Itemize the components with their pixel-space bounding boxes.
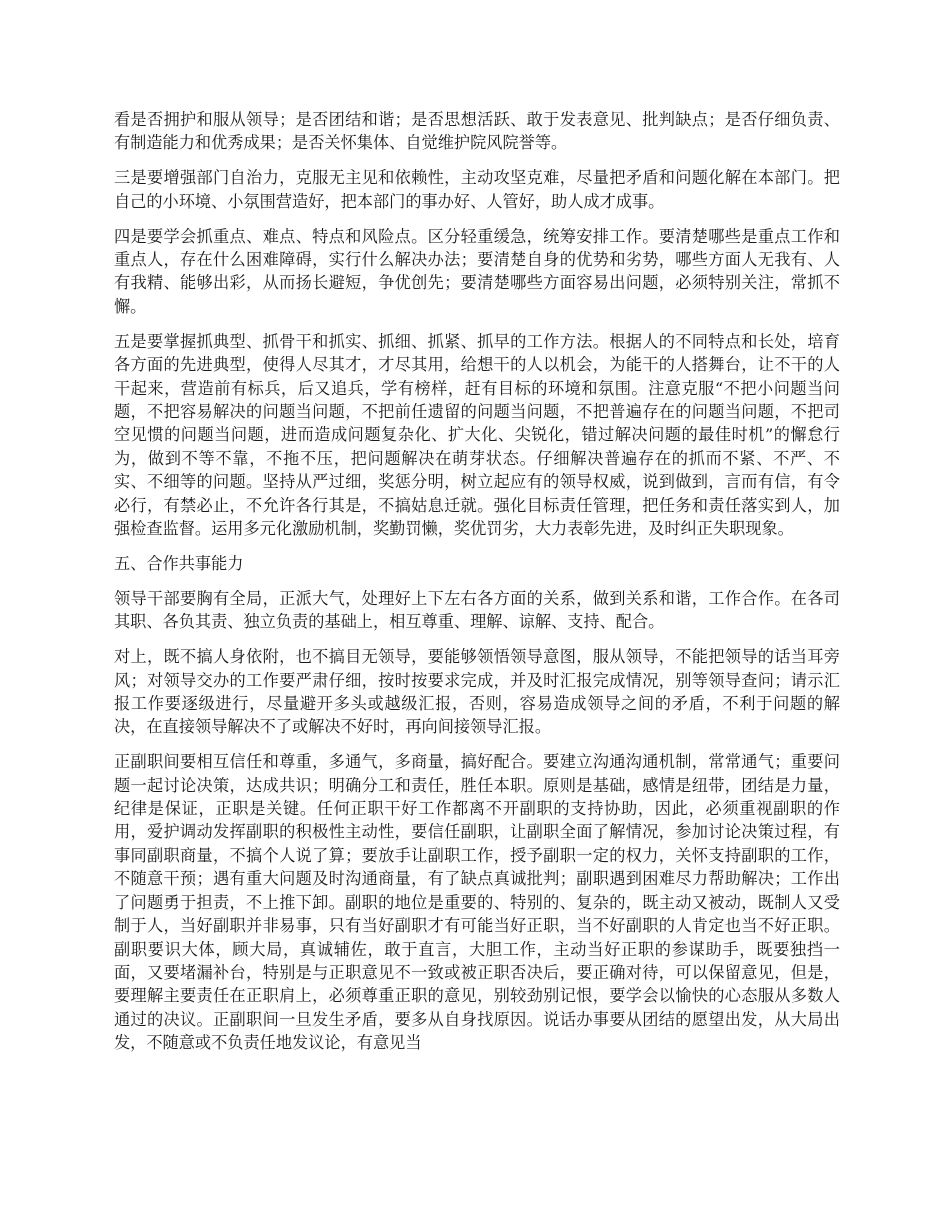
section-heading-cooperation: 五、合作共事能力	[114, 553, 244, 573]
paragraph-toward-superiors: 对上，既不搞人身依附，也不搞目无领导，要能够领悟领导意图，服从领导，不能把领导的话当耳旁风；对领导交办的工作要严肃仔细，按时按要求完成，并及时汇报完成情况，别等领导查问；请示汇报工作要逐级进行，尽量避开多头或越级汇报，否则，容易造成领导之间的矛盾，不利于问题的解决，在直接领导解决不了或解决不好时，再向间接领导汇报。	[114, 647, 840, 737]
paragraph-principal-deputy: 正副职间要相互信任和尊重，多通气，多商量，搞好配合。要建立沟通沟通机制，常常通气；重要问题一起讨论决策，达成共识；明确分工和责任，胜任本职。原则是基础，感情是纽带，团结是力量，纪律是保证，正职是关键。任何正职干好工作都离不开副职的支持协助，因此，必须重视副职的作用，爱护调动发挥副职的积极性主动性，要信任副职，让副职全面了解情况，参加讨论决策过程，有事同副职商量，不搞个人说了算；要放手让副职工作，授予副职一定的权力，关怀支持副职的工作，不随意干预；遇有重大问题及时沟通商量，有了缺点真诚批判；副职遇到困难尽力帮助解决；工作出了问题勇于担责，不上推下卸。副职的地位是重要的、特别的、复杂的，既主动又被动，既制人又受制于人，当好副职并非易事，只有当好副职才有可能当好正职，当不好副职的人肯定也当不好正职。副职要识大体，顾大局，真诚辅佐，敢于直言，大胆工作，主动当好正职的参谋助手，既要独挡一面，又要堵漏补台，特别是与正职意见不一致或被正职否决后，要正确对待，可以保留意见，但是，要理解主要责任在正职肩上，必须尊重正职的意见，别较劲别记恨，要学会以愉快的心态服从多数人通过的决议。正副职间一旦发生矛盾，要多从自身找原因。说话办事要从团结的愿望出发，从大局出发，不随意或不负责任地发议论，有意见当	[114, 752, 840, 1053]
paragraph-overall-view: 领导干部要胸有全局，正派大气，处理好上下左右各方面的关系，做到关系和谐，工作合作。在各司其职、各负其责、独立负责的基础上，相互尊重、理解、谅解、支持、配合。	[114, 588, 840, 632]
paragraph-key-points: 四是要学会抓重点、难点、特点和风险点。区分轻重缓急，统筹安排工作。要清楚哪些是重点工作和重点人，存在什么困难障碍，实行什么解决办法；要清楚自身的优势和劣势，哪些方面人无我有、人有我精、能够出彩，从而扬长避短，争优创先；要清楚哪些方面容易出问题，必须特别关注，常抓不懈。	[114, 226, 840, 316]
paragraph-evaluation-criteria: 看是否拥护和服从领导；是否团结和谐；是否思想活跃、敢于发表意见、批判缺点；是否仔细负责、有制造能力和优秀成果；是否关怀集体、自觉维护院风院誉等。	[114, 110, 840, 153]
document-body	[114, 108, 840, 1066]
paragraph-work-methods: 五是要掌握抓典型、抓骨干和抓实、抓细、抓紧、抓早的工作方法。根据人的不同特点和长处，培育各方面的先进典型，使得人尽其才，才尽其用，给想干的人以机会，为能干的人搭舞台，让不干的人干起来，营造前有标兵，后又追兵，学有榜样，赶有目标的环境和氛围。注意克服“不把小问题当问题，不把容易解决的问题当问题，不把前任遗留的问题当问题，不把普遍存在的问题当问题，不把司空见惯的问题当问题，进而造成问题复杂化、扩大化、尖锐化，错过解决问题的最佳时机”的懈怠行为，做到不等不靠，不拖不压，把问题解决在萌芽状态。仔细解决普遍存在的抓而不紧、不严、不实、不细等的问题。坚持从严过细，奖惩分明，树立起应有的领导权威，说到做到，言而有信，有令必行，有禁必止，不允许各行其是，不搞姑息迁就。强化目标责任管理，把任务和责任落实到人，加强检查监督。运用多元化激励机制，奖勤罚懒，奖优罚劣，大力表彰先进，及时纠正失职现象。	[114, 331, 840, 538]
paragraph-department-autonomy: 三是要增强部门自治力，克服无主见和依赖性，主动攻坚克难，尽量把矛盾和问题化解在本部门。把自己的小环境、小氛围营造好，把本部门的事办好、人管好，助人成才成事。	[114, 168, 840, 211]
